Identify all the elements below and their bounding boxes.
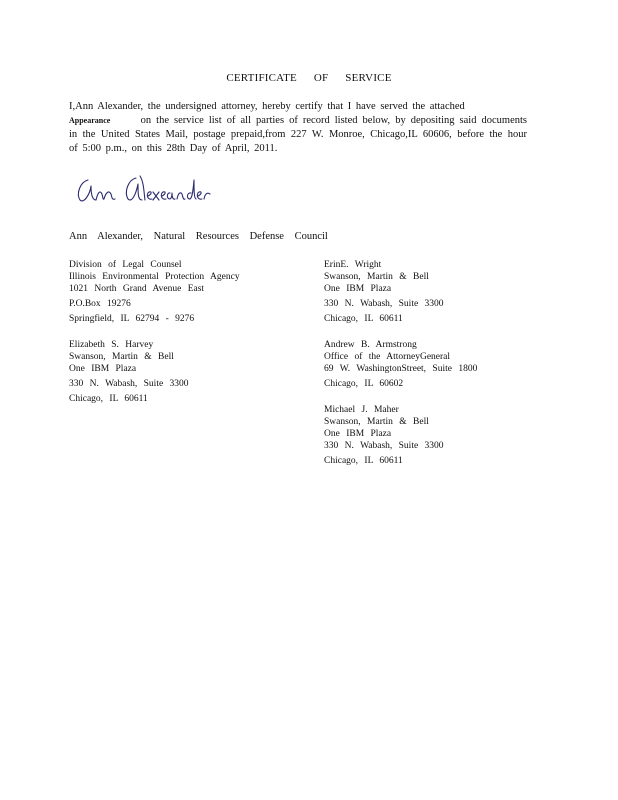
address-line: 1021 North Grand Avenue East (69, 284, 205, 294)
address-line: Elizabeth S. Harvey (69, 340, 154, 350)
address-line: Office of the AttorneyGeneral (324, 352, 451, 362)
address-line: Chicago, IL 60611 (69, 394, 148, 404)
served-document-name: Appearance (69, 116, 111, 125)
document-title: CERTIFICATE OF SERVICE (226, 72, 392, 84)
address-line: 330 N. Wabash, Suite 3300 (324, 299, 444, 309)
service-list-right-column (324, 259, 584, 481)
attorney-name-affiliation: Ann Alexander, Natural Resources Defense Council (69, 231, 328, 242)
service-list-entry (324, 259, 584, 325)
service-list-entry (324, 339, 584, 390)
address-line: One IBM Plaza (324, 284, 392, 294)
address-line: Swanson, Martin & Bell (69, 352, 174, 362)
address-line: Andrew B. Armstrong (324, 340, 417, 350)
address-line: Springfield, IL 62794 - 9276 (69, 314, 195, 324)
address-line: One IBM Plaza (69, 364, 137, 374)
address-line: Swanson, Martin & Bell (324, 417, 429, 427)
address-line: 330 N. Wabash, Suite 3300 (324, 441, 444, 451)
service-list-entry (69, 339, 329, 405)
address-line: 69 W. WashingtonStreet, Suite 1800 (324, 364, 478, 374)
address-line: ErinE. Wright (324, 260, 382, 270)
service-list-entry (69, 259, 329, 325)
address-line: Chicago, IL 60611 (324, 314, 403, 324)
address-line: One IBM Plaza (324, 429, 392, 439)
address-line: Michael J. Maher (324, 405, 399, 415)
handwritten-signature (74, 172, 214, 212)
address-line: Chicago, IL 60611 (324, 456, 403, 466)
address-line: P.O.Box 19276 (69, 299, 131, 309)
address-line: Illinois Environmental Protection Agency (69, 272, 240, 282)
address-line: Chicago, IL 60602 (324, 379, 404, 389)
address-line: 330 N. Wabash, Suite 3300 (69, 379, 189, 389)
certification-rest: on the service list of all parties of record listed below, by depositing said documents in the United States Mail, postage prepaid,from 227 W. Monroe, Chicago,IL 60606, before the hour of 5:00 p.m., on this 28th Day of April, 2011. (69, 115, 527, 154)
address-line: Division of Legal Counsel (69, 260, 182, 270)
service-list-left-column (69, 259, 329, 419)
certification-paragraph (69, 100, 527, 156)
address-line: Swanson, Martin & Bell (324, 272, 429, 282)
service-list-entry (324, 404, 584, 467)
certification-intro: I,Ann Alexander, the undersigned attorney, hereby certify that I have served the attached (69, 101, 465, 112)
signature-graphic (74, 172, 214, 212)
